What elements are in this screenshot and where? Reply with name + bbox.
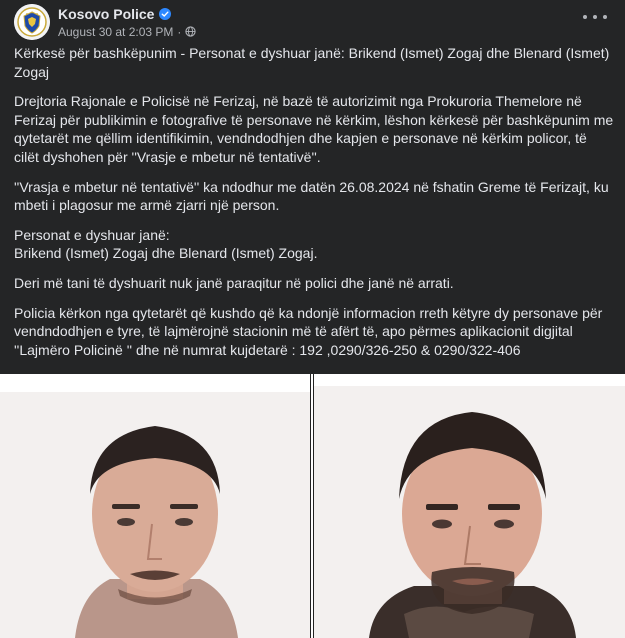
suspects-names: Brikend (Ismet) Zogaj dhe Blenard (Ismet) Zogaj. <box>14 245 318 262</box>
suspects-heading: Personat e dyshuar janë: <box>14 226 170 243</box>
suspect-portrait-image <box>314 374 625 638</box>
post-text <box>14 44 614 400</box>
globe-icon <box>185 26 196 37</box>
post-timestamp[interactable]: August 30 at 2:03 PM <box>58 24 174 39</box>
more-dot <box>593 15 597 19</box>
page-name[interactable]: Kosovo Police <box>58 5 155 22</box>
post-paragraph: Policia kërkon nga qytetarët që kushdo që ka ndonjë informacion rreth këtyre dy personave për vendndodhjen e tyre, të lajmërojnë stacionin më të afërt të, apo përmes aplikacionit digjital ''Lajmëro Policinë '' dhe në numrat kujdetarë : 192 ,0290/326-250 & 0290/322-406 <box>14 304 603 358</box>
more-options-button[interactable] <box>583 10 607 24</box>
post-photos <box>0 374 625 638</box>
post-subline <box>58 24 196 40</box>
post-meta <box>58 5 196 40</box>
page-name-row <box>58 5 196 23</box>
verified-badge-icon <box>159 8 171 20</box>
police-emblem-icon <box>14 4 50 40</box>
post-title-paragraph: Kërkesë për bashkëpunim - Personat e dyshuar janë: Brikend (Ismet) Zogaj dhe Blenard (Ismet) Zogaj <box>14 45 610 80</box>
suspects-paragraph <box>14 226 614 263</box>
post-paragraph: ''Vrasja e mbetur në tentativë'' ka ndodhur me datën 26.08.2024 në fshatin Greme të Ferizajt, ku mbeti i plagosur me armë zjarri një person. <box>14 178 609 214</box>
post-paragraph: Deri më tani të dyshuarit nuk janë paraqitur në polici dhe janë në arrati. <box>14 274 454 291</box>
separator-dot: · <box>177 24 182 39</box>
suspect-portrait-image <box>0 374 311 638</box>
suspect-photo-1[interactable] <box>0 374 311 638</box>
more-dot <box>583 15 587 19</box>
post-paragraph: Drejtoria Rajonale e Policisë në Ferizaj, në bazë të autorizimit nga Prokuroria Themelore në Ferizaj për publikimin e fotografive të personave në kërkim, lëshon kërkesë për bashkëpunim me qytetarët me qëllim identifikimin, vendndodhjen dhe kapjen e personave në kërkim policor, të cilët dyshohen për ''Vrasje e mbetur në tentativë''. <box>14 93 614 165</box>
more-dot <box>603 15 607 19</box>
page-avatar[interactable] <box>14 4 50 40</box>
suspect-photo-2[interactable] <box>313 374 625 638</box>
post-header <box>14 3 196 41</box>
